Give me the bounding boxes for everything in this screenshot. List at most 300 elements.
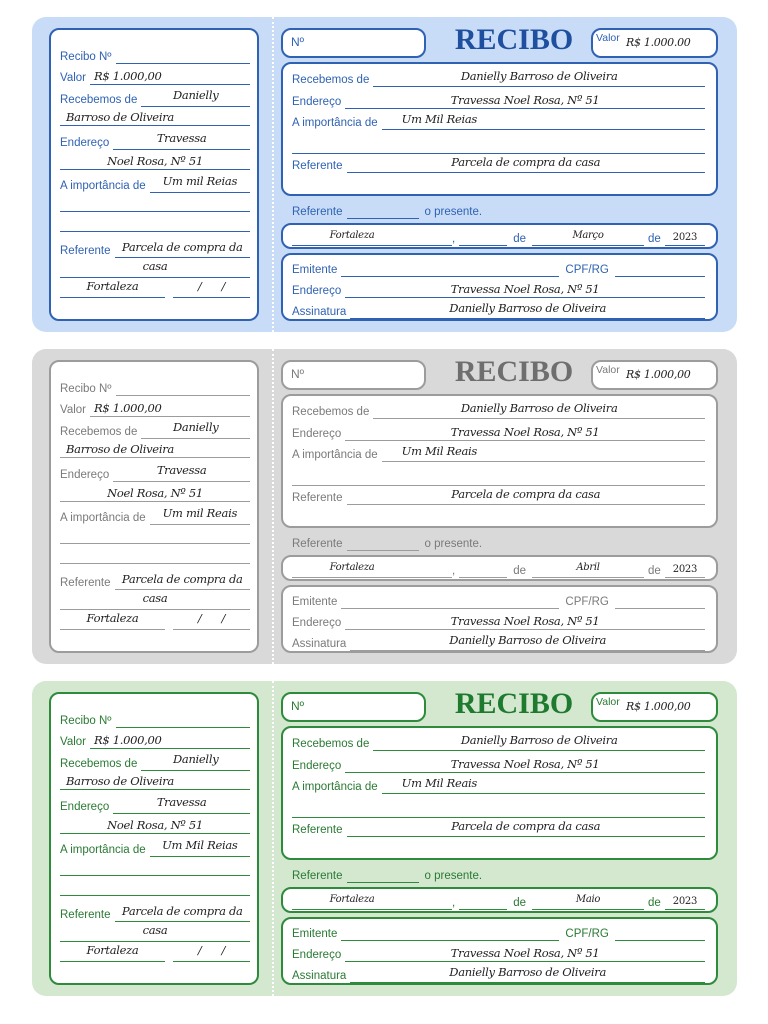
receipt-2 [32,349,737,664]
stub-endereco-2-field[interactable] [60,482,250,502]
emit-endereco-row [292,278,705,298]
stub-date-slashes: / / [197,943,226,957]
stub-recebemos-2-row [60,770,250,790]
recebemos-field[interactable] [373,731,705,751]
importancia-label: A importância de [292,449,378,461]
referente-presente-label: Referente [292,538,343,550]
stub-recibo-no-row [60,44,250,64]
emit-endereco-row [292,610,705,630]
stub-recebemos-label: Recebemos de [60,94,138,106]
stub-endereco-value: Travessa [156,131,207,145]
stub-referente-row [60,570,250,590]
ano-value: 2023 [672,232,698,243]
emit-endereco-value: Travessa Noel Rosa, Nº 51 [450,614,600,628]
stub-referente-2-row [60,258,250,278]
o-presente-label: o presente. [424,206,483,218]
emit-endereco-label: Endereço [292,617,342,629]
receipt-title: RECIBO [454,23,574,56]
stub-importancia-field[interactable] [150,837,250,857]
stub-blank-1-field[interactable] [60,856,250,876]
stub-recebemos-value: Danielly [172,752,219,766]
stub-valor-row [60,729,250,749]
endereco-row [292,89,705,109]
stub-blank-2-field[interactable] [60,876,250,896]
stub-endereco-label: Endereço [60,137,110,149]
receipt-1 [32,17,737,332]
recebemos-value: Danielly Barroso de Oliveira [460,401,618,415]
mes-value: Maio [575,894,601,905]
endereco-label: Endereço [292,96,342,108]
cpf-rg-field[interactable] [615,921,705,941]
numero-label: Nº [291,699,305,713]
stub-endereco-label: Endereço [60,801,110,813]
perforation-divider [272,17,274,332]
importancia-row [292,774,705,794]
mes-value: Março [572,230,604,241]
numero-label: Nº [291,35,305,49]
stub-recebemos-row [60,419,250,439]
referente-row [292,153,705,173]
de-label-2: de [648,897,661,909]
stub-valor-field[interactable] [90,397,250,417]
endereco-field[interactable] [345,89,705,109]
referente-presente-field[interactable] [347,863,419,883]
valor-box-label: Valor [596,364,620,376]
endereco-value: Travessa Noel Rosa, Nº 51 [450,93,600,107]
stub-recebemos-value: Danielly [172,88,219,102]
assinatura-field[interactable] [350,963,705,983]
date-box [281,223,718,249]
mes-value: Abril [576,562,600,573]
stub-endereco-field[interactable] [113,130,250,150]
referente-2-row [292,840,705,860]
emitente-row [292,589,705,609]
de-label-2: de [648,233,661,245]
stub-date-field[interactable] [173,278,250,298]
endereco-row [292,421,705,441]
stub-recebemos-value: Danielly [172,420,219,434]
stub-valor-row [60,397,250,417]
stub-referente-2-field[interactable] [60,258,250,278]
stub-referente-value: Parcela de compra da [121,904,243,918]
stub-blank-2-row [60,544,250,564]
stub-referente-value: Parcela de compra da [121,240,243,254]
stub-importancia-value: Um mil Reias [162,174,238,188]
ano-value: 2023 [672,564,698,575]
recebemos-row [292,731,705,751]
importancia-row [292,110,705,130]
stub-cidade-field[interactable] [60,278,165,298]
stub-valor-label: Valor [60,736,86,748]
valor-box[interactable] [591,360,718,390]
stub-blank-1-row [60,524,250,544]
emitente-row [292,921,705,941]
stub-endereco-2-row [60,150,250,170]
o-presente-label: o presente. [424,870,483,882]
stub-referente-2-row [60,922,250,942]
emit-endereco-label: Endereço [292,285,342,297]
stub-recebemos-2-value: Barroso de Oliveira [66,442,174,456]
referente-label: Referente [292,824,343,836]
stub-cidade-row [60,610,165,630]
stub-blank-1-row [60,856,250,876]
recebemos-value: Danielly Barroso de Oliveira [460,69,618,83]
assinatura-label: Assinatura [292,638,347,650]
importancia-field[interactable] [382,442,705,462]
stub-referente-row [60,902,250,922]
referente-row [292,817,705,837]
stub-endereco-label: Endereço [60,469,110,481]
stub-date-row [173,610,250,630]
assinatura-value: Danielly Barroso de Oliveira [449,301,607,315]
dia-field[interactable] [459,890,507,910]
importancia-value: Um Mil Reias [401,112,478,126]
stub-recebemos-2-field[interactable] [60,106,250,126]
main-box [281,62,718,196]
stub-importancia-label: A importância de [60,512,146,524]
stub-importancia-value: Um mil Reais [162,506,238,520]
mes-field[interactable] [532,558,644,578]
endereco-row [292,753,705,773]
emit-endereco-value: Travessa Noel Rosa, Nº 51 [450,946,600,960]
importancia-field[interactable] [382,774,705,794]
emitente-field[interactable] [341,589,559,609]
stub-recebemos-field[interactable] [141,751,250,771]
stub-date-row [173,278,250,298]
referente-2-row [292,508,705,528]
stub-valor-label: Valor [60,72,86,84]
stub-valor-value: R$ 1.000,00 [94,401,162,415]
stub-recebemos-2-value: Barroso de Oliveira [66,774,174,788]
emitente-box [281,253,718,321]
assinatura-row [292,299,705,319]
stub-blank-1-field[interactable] [60,524,250,544]
stub-valor-row [60,65,250,85]
stub-blank-2-row [60,212,250,232]
referente-label: Referente [292,492,343,504]
mes-field[interactable] [532,226,644,246]
stub-recibo-no-row [60,708,250,728]
stub-recibo-no-label: Recibo Nº [60,383,112,395]
referente-presente-row [292,531,512,551]
emitente-box [281,585,718,653]
emitente-row [292,257,705,277]
importancia-2-field[interactable] [292,466,705,486]
referente-field[interactable] [347,817,705,837]
stub-endereco-row [60,794,250,814]
stub-recibo-no-field[interactable] [116,44,251,64]
stub-referente-2-field[interactable] [60,590,250,610]
stub-recibo-no-field[interactable] [116,376,251,396]
cpf-rg-field[interactable] [615,257,705,277]
emit-endereco-label: Endereço [292,949,342,961]
referente-presente-label: Referente [292,206,343,218]
stub-referente-value: Parcela de compra da [121,572,243,586]
importancia-field[interactable] [382,110,705,130]
stub-cidade-row [60,942,165,962]
comma: , [452,233,456,245]
stub-date-field[interactable] [173,610,250,630]
stub-referente-2-value: casa [142,591,168,605]
stub-cidade-value: Fortaleza [86,943,139,957]
referente-row [292,485,705,505]
de-label: de [513,897,526,909]
stub-endereco-value: Travessa [156,463,207,477]
referente-value: Parcela de compra da casa [451,155,601,169]
stub-importancia-row [60,505,250,525]
referente-presente-field[interactable] [347,531,419,551]
stub-referente-2-value: casa [142,923,168,937]
stub-endereco-field[interactable] [113,794,250,814]
endereco-field[interactable] [345,753,705,773]
recebemos-field[interactable] [373,67,705,87]
stub-referente-label: Referente [60,909,111,921]
stub-recibo-no-label: Recibo Nº [60,715,112,727]
emitente-box [281,917,718,985]
main-box [281,394,718,528]
stub-blank-1-field[interactable] [60,192,250,212]
stub-blank-2-field[interactable] [60,212,250,232]
stub-endereco-2-value: Noel Rosa, Nº 51 [107,154,203,168]
emit-endereco-row [292,942,705,962]
stub-valor-field[interactable] [90,729,250,749]
stub-cidade-field[interactable] [60,610,165,630]
endereco-field[interactable] [345,421,705,441]
perforation-divider [272,681,274,996]
emitente-label: Emitente [292,264,338,276]
importancia-2-row [292,466,705,486]
emitente-label: Emitente [292,596,338,608]
stub-date-slashes: / / [197,279,226,293]
stub-recebemos-field[interactable] [141,87,250,107]
ano-field[interactable] [665,226,705,246]
stub-importancia-row [60,837,250,857]
o-presente-label: o presente. [424,538,483,550]
stub-blank-2-row [60,876,250,896]
importancia-row [292,442,705,462]
stub-blank-1-row [60,192,250,212]
stub-cidade-row [60,278,165,298]
date-box [281,887,718,913]
valor-box[interactable] [591,28,718,58]
receipt-3 [32,681,737,996]
recebemos-value: Danielly Barroso de Oliveira [460,733,618,747]
emit-endereco-value: Travessa Noel Rosa, Nº 51 [450,282,600,296]
cidade-field[interactable] [292,558,452,578]
assinatura-label: Assinatura [292,306,347,318]
numero-box[interactable] [281,360,426,390]
stub-date-field[interactable] [173,942,250,962]
stub-date-row [173,942,250,962]
assinatura-row [292,631,705,651]
emitente-field[interactable] [341,921,559,941]
stub-endereco-row [60,462,250,482]
emit-endereco-field[interactable] [345,942,705,962]
assinatura-value: Danielly Barroso de Oliveira [449,633,607,647]
assinatura-field[interactable] [350,299,705,319]
valor-box-value: R$ 1.000,00 [626,368,691,381]
recebemos-label: Recebemos de [292,738,370,750]
cidade-value: Fortaleza [329,230,375,241]
stub-importancia-label: A importância de [60,180,146,192]
stub-recebemos-2-field[interactable] [60,438,250,458]
referente-2-field[interactable] [292,176,705,196]
referente-2-field[interactable] [292,508,705,528]
ano-field[interactable] [665,558,705,578]
recebemos-row [292,399,705,419]
cpf-rg-label: CPF/RG [565,596,609,608]
recebemos-label: Recebemos de [292,74,370,86]
importancia-label: A importância de [292,781,378,793]
stub-referente-label: Referente [60,245,111,257]
stub-recibo-no-row [60,376,250,396]
de-label-2: de [648,565,661,577]
numero-box[interactable] [281,692,426,722]
stub-cidade-value: Fortaleza [86,279,139,293]
receipt-title: RECIBO [454,687,574,720]
de-label: de [513,565,526,577]
numero-box[interactable] [281,28,426,58]
valor-box-value: R$ 1.000.00 [626,36,691,49]
importancia-value: Um Mil Reais [401,776,478,790]
stub-recebemos-label: Recebemos de [60,426,138,438]
receipt-stub [49,28,259,321]
date-box [281,555,718,581]
importancia-label: A importância de [292,117,378,129]
referente-field[interactable] [347,485,705,505]
referente-field[interactable] [347,153,705,173]
stub-recibo-no-label: Recibo Nº [60,51,112,63]
receipt-stub [49,360,259,653]
referente-value: Parcela de compra da casa [451,487,601,501]
ano-field[interactable] [665,890,705,910]
stub-endereco-2-row [60,814,250,834]
cidade-value: Fortaleza [329,894,375,905]
stub-endereco-2-value: Noel Rosa, Nº 51 [107,486,203,500]
endereco-value: Travessa Noel Rosa, Nº 51 [450,425,600,439]
stub-referente-label: Referente [60,577,111,589]
endereco-label: Endereço [292,428,342,440]
stub-endereco-value: Travessa [156,795,207,809]
stub-recebemos-2-row [60,438,250,458]
dia-field[interactable] [459,558,507,578]
assinatura-row [292,963,705,983]
valor-box[interactable] [591,692,718,722]
endereco-label: Endereço [292,760,342,772]
referente-presente-field[interactable] [347,199,419,219]
importancia-2-field[interactable] [292,134,705,154]
stub-referente-field[interactable] [115,570,250,590]
stub-valor-label: Valor [60,404,86,416]
referente-value: Parcela de compra da casa [451,819,601,833]
cidade-field[interactable] [292,890,452,910]
valor-box-label: Valor [596,32,620,44]
stub-referente-field[interactable] [115,902,250,922]
stub-endereco-2-field[interactable] [60,150,250,170]
stub-valor-value: R$ 1.000,00 [94,69,162,83]
assinatura-value: Danielly Barroso de Oliveira [449,965,607,979]
stub-recebemos-2-field[interactable] [60,770,250,790]
cpf-rg-label: CPF/RG [565,928,609,940]
stub-referente-2-value: casa [142,259,168,273]
main-box [281,726,718,860]
stub-recebemos-row [60,751,250,771]
cpf-rg-field[interactable] [615,589,705,609]
stub-endereco-2-value: Noel Rosa, Nº 51 [107,818,203,832]
receipt-title: RECIBO [454,355,574,388]
recebemos-row [292,67,705,87]
stub-recebemos-2-value: Barroso de Oliveira [66,110,174,124]
stub-valor-field[interactable] [90,65,250,85]
stub-recebemos-label: Recebemos de [60,758,138,770]
dia-field[interactable] [459,226,507,246]
numero-label: Nº [291,367,305,381]
comma: , [452,897,456,909]
emitente-field[interactable] [341,257,559,277]
stub-cidade-field[interactable] [60,942,165,962]
ano-value: 2023 [672,896,698,907]
importancia-2-row [292,798,705,818]
stub-importancia-value: Um Mil Reias [162,838,238,852]
stub-referente-2-row [60,590,250,610]
emit-endereco-field[interactable] [345,278,705,298]
mes-field[interactable] [532,890,644,910]
date-row [292,890,705,910]
stub-endereco-row [60,130,250,150]
cidade-value: Fortaleza [329,562,375,573]
referente-2-field[interactable] [292,840,705,860]
stub-endereco-field[interactable] [113,462,250,482]
stub-referente-field[interactable] [115,238,250,258]
stub-referente-row [60,238,250,258]
importancia-2-row [292,134,705,154]
stub-importancia-label: A importância de [60,844,146,856]
recebemos-field[interactable] [373,399,705,419]
date-row [292,558,705,578]
cidade-field[interactable] [292,226,452,246]
stub-recebemos-row [60,87,250,107]
assinatura-field[interactable] [350,631,705,651]
referente-presente-label: Referente [292,870,343,882]
stub-valor-value: R$ 1.000,00 [94,733,162,747]
referente-2-row [292,176,705,196]
emitente-label: Emitente [292,928,338,940]
stub-endereco-2-field[interactable] [60,814,250,834]
comma: , [452,565,456,577]
cpf-rg-label: CPF/RG [565,264,609,276]
importancia-2-field[interactable] [292,798,705,818]
stub-endereco-2-row [60,482,250,502]
stub-cidade-value: Fortaleza [86,611,139,625]
referente-presente-row [292,863,512,883]
emit-endereco-field[interactable] [345,610,705,630]
stub-recebemos-2-row [60,106,250,126]
date-row [292,226,705,246]
stub-recebemos-field[interactable] [141,419,250,439]
stub-importancia-field[interactable] [150,505,250,525]
assinatura-label: Assinatura [292,970,347,982]
referente-label: Referente [292,160,343,172]
stub-blank-2-field[interactable] [60,544,250,564]
endereco-value: Travessa Noel Rosa, Nº 51 [450,757,600,771]
importancia-value: Um Mil Reais [401,444,478,458]
stub-importancia-field[interactable] [150,173,250,193]
de-label: de [513,233,526,245]
stub-importancia-row [60,173,250,193]
stub-recibo-no-field[interactable] [116,708,251,728]
stub-referente-2-field[interactable] [60,922,250,942]
stub-date-slashes: / / [197,611,226,625]
